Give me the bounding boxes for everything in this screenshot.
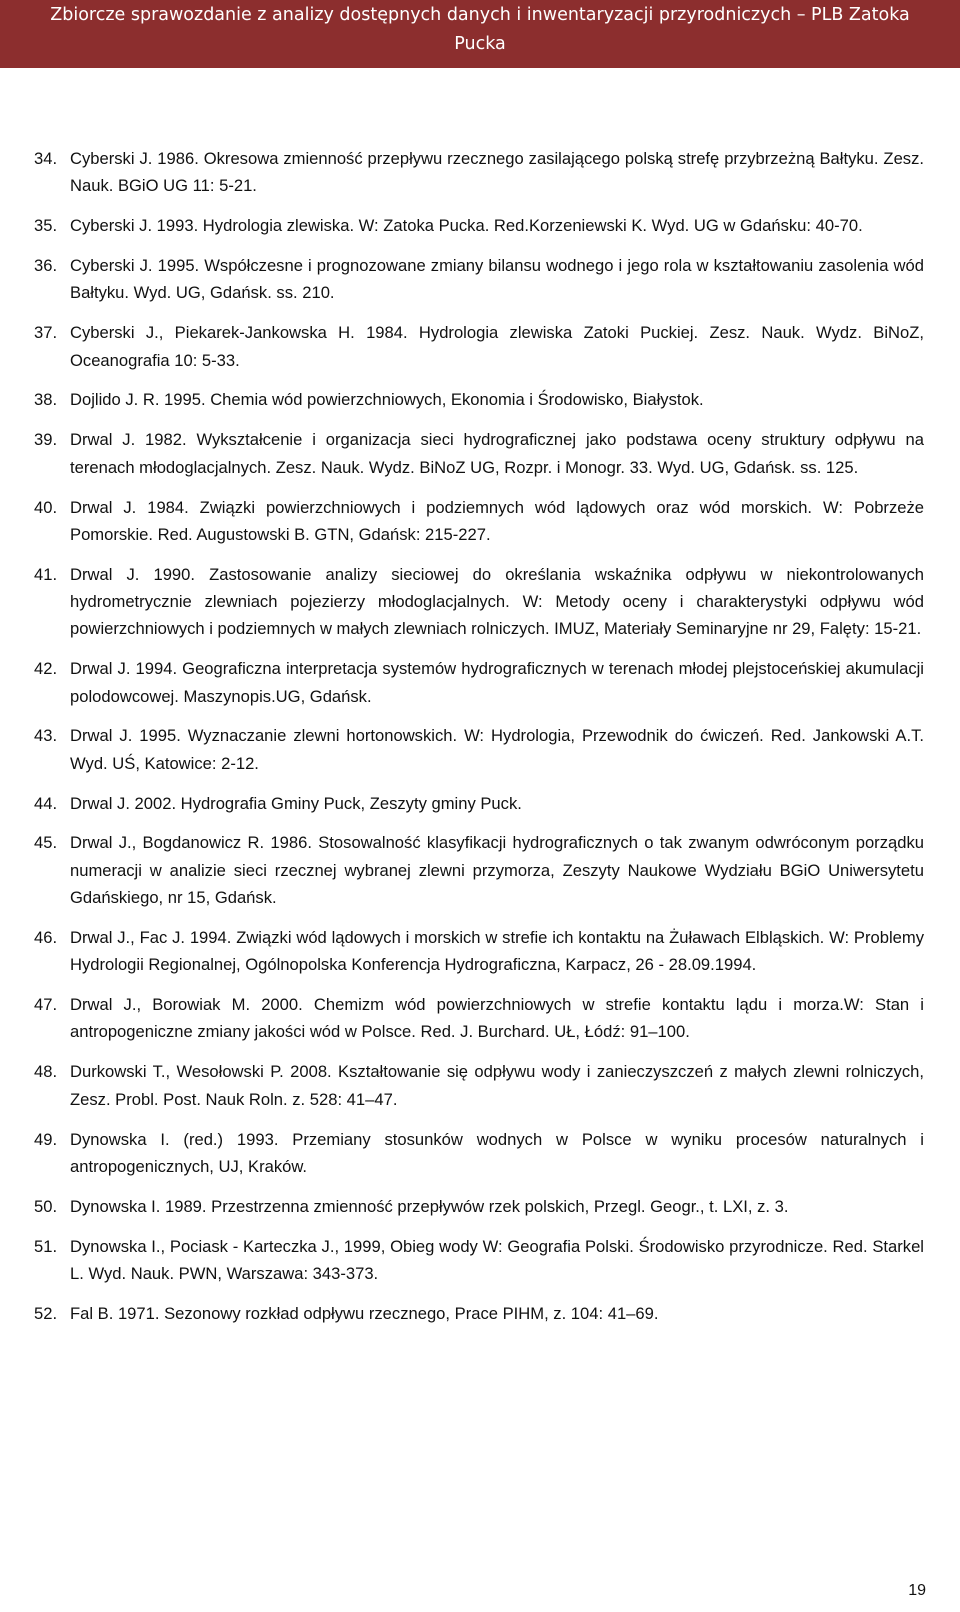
page-number: 19 bbox=[908, 1582, 926, 1599]
reference-text: Drwal J., Bogdanowicz R. 1986. Stosowalność klasyfikacji hydrograficznych o tak zwanym odwróconym porządku numeracji w analizie sieci rzecznej wybranej zlewni przymorza, Zeszyty Naukowe Wydziału BGiO Uniwersytetu Gdańskiego, nr 15, Gdańsk. bbox=[70, 833, 924, 908]
reference-item bbox=[34, 426, 924, 481]
reference-number: 43. bbox=[34, 726, 58, 746]
reference-number: 50. bbox=[34, 1196, 58, 1216]
reference-text: Dojlido J. R. 1995. Chemia wód powierzchniowych, Ekonomia i Środowisko, Białystok. bbox=[70, 390, 704, 410]
reference-number: 46. bbox=[34, 927, 58, 947]
reference-item bbox=[34, 924, 924, 979]
reference-text: Cyberski J. 1995. Współczesne i prognozowane zmiany bilansu wodnego i jego rola w kształtowaniu zasolenia wód Bałtyku. Wyd. UG, Gdańsk. ss. 210. bbox=[70, 256, 924, 303]
reference-text: Drwal J. 1994. Geograficzna interpretacja systemów hydrograficznych w terenach młodej plejstoceńskiej akumulacji polodowcowej. Maszynopis.UG, Gdańsk. bbox=[70, 659, 924, 706]
reference-text: Drwal J. 1984. Związki powierzchniowych i podziemnych wód lądowych oraz wód morskich. W: Pobrzeże Pomorskie. Red. Augustowski B. GTN, Gdańsk: 215-227. bbox=[70, 497, 924, 544]
reference-number: 48. bbox=[34, 1062, 58, 1082]
reference-item bbox=[34, 252, 924, 307]
reference-text: Drwal J. 2002. Hydrografia Gminy Puck, Zeszyty gminy Puck. bbox=[70, 793, 522, 813]
reference-item bbox=[34, 494, 924, 549]
reference-list bbox=[34, 145, 924, 1340]
reference-item bbox=[34, 790, 924, 817]
reference-number: 36. bbox=[34, 256, 58, 276]
reference-item bbox=[34, 655, 924, 710]
reference-item bbox=[34, 561, 924, 643]
reference-text: Drwal J. 1982. Wykształcenie i organizacja sieci hydrograficznej jako podstawa oceny struktury odpływu na terenach młodoglacjalnych. Zesz. Nauk. Wydz. BiNoZ UG, Rozpr. i Monogr. 33. Wyd. UG, Gdańsk. ss. 125. bbox=[70, 430, 924, 477]
reference-item bbox=[34, 1300, 924, 1327]
reference-item bbox=[34, 829, 924, 911]
reference-item bbox=[34, 212, 924, 239]
reference-text: Drwal J., Fac J. 1994. Związki wód lądowych i morskich w strefie ich kontaktu na Żuławach Elbląskich. W: Problemy Hydrologii Regionalnej, Ogólnopolska Konferencja Hydrograficzna, Karpacz, 26 - 28.09.1994. bbox=[70, 927, 924, 975]
reference-number: 42. bbox=[34, 659, 58, 679]
reference-number: 41. bbox=[34, 564, 58, 584]
reference-text: Dynowska I. (red.) 1993. Przemiany stosunków wodnych w Polsce w wyniku procesów naturalnych i antropogenicznych, UJ, Kraków. bbox=[70, 1129, 924, 1176]
reference-number: 38. bbox=[34, 390, 58, 410]
header-title-line-1: Zbiorcze sprawozdanie z analizy dostępnych danych i inwentaryzacji przyrodniczych – PLB Zatoka bbox=[50, 5, 910, 25]
reference-number: 51. bbox=[34, 1236, 58, 1256]
reference-text: Drwal J. 1995. Wyznaczanie zlewni hortonowskich. W: Hydrologia, Przewodnik do ćwiczeń. Red. Jankowski A.T. Wyd. UŚ, Katowice: 2-12. bbox=[70, 726, 924, 773]
reference-item bbox=[34, 386, 924, 413]
reference-item bbox=[34, 1193, 924, 1220]
reference-text: Durkowski T., Wesołowski P. 2008. Kształtowanie się odpływu wody i zanieczyszczeń z małych zlewni rolniczych, Zesz. Probl. Post. Nauk Roln. z. 528: 41–47. bbox=[70, 1062, 924, 1109]
reference-number: 37. bbox=[34, 323, 58, 343]
reference-number: 44. bbox=[34, 793, 58, 813]
reference-number: 34. bbox=[34, 149, 58, 168]
reference-number: 49. bbox=[34, 1129, 58, 1149]
reference-text: Cyberski J. 1986. Okresowa zmienność przepływu rzecznego zasilającego polską strefę przybrzeżną Bałtyku. Zesz. Nauk. BGiO UG 11: 5-21. bbox=[70, 149, 924, 196]
reference-text: Dynowska I. 1989. Przestrzenna zmienność przepływów rzek polskich, Przegl. Geogr., t. LXI, z. 3. bbox=[70, 1196, 789, 1216]
reference-number: 45. bbox=[34, 833, 58, 853]
reference-number: 47. bbox=[34, 995, 58, 1015]
reference-number: 40. bbox=[34, 497, 58, 517]
reference-item bbox=[34, 1233, 924, 1288]
reference-text: Fal B. 1971. Sezonowy rozkład odpływu rzecznego, Prace PIHM, z. 104: 41–69. bbox=[70, 1303, 659, 1323]
reference-item bbox=[34, 145, 924, 200]
header-title-line-2: Pucka bbox=[454, 34, 506, 54]
reference-item bbox=[34, 319, 924, 374]
reference-text: Drwal J., Borowiak M. 2000. Chemizm wód powierzchniowych w strefie kontaktu lądu i morza.W: Stan i antropogeniczne zmiany jakości wód w Polsce. Red. J. Burchard. UŁ, Łódź: 91–100. bbox=[70, 995, 924, 1042]
reference-item bbox=[34, 1126, 924, 1181]
reference-text: Drwal J. 1990. Zastosowanie analizy sieciowej do określania wskaźnika odpływu w niekontrolowanych hydrometrycznie zlewniach pojezierzy młodoglacjalnych. W: Metody oceny i charakterystyki odpływu wód powierzchniowych i podziemnych w małych zlewniach rolniczych. IMUZ, Materiały Seminaryjne nr 29, Falęty: 15-21. bbox=[70, 564, 924, 639]
reference-item bbox=[34, 1058, 924, 1113]
reference-text: Cyberski J., Piekarek-Jankowska H. 1984. Hydrologia zlewiska Zatoki Puckiej. Zesz. Nauk. Wydz. BiNoZ, Oceanografia 10: 5-33. bbox=[70, 323, 924, 370]
reference-text: Dynowska I., Pociask - Karteczka J., 1999, Obieg wody W: Geografia Polski. Środowisko przyrodnicze. Red. Starkel L. Wyd. Nauk. PWN, Warszawa: 343-373. bbox=[70, 1236, 924, 1283]
reference-item bbox=[34, 722, 924, 777]
reference-number: 52. bbox=[34, 1303, 58, 1323]
reference-number: 35. bbox=[34, 216, 58, 236]
reference-item bbox=[34, 991, 924, 1046]
reference-text: Cyberski J. 1993. Hydrologia zlewiska. W: Zatoka Pucka. Red.Korzeniewski K. Wyd. UG w Gdańsku: 40-70. bbox=[70, 216, 863, 236]
page-header bbox=[0, 0, 960, 68]
reference-number: 39. bbox=[34, 430, 58, 450]
